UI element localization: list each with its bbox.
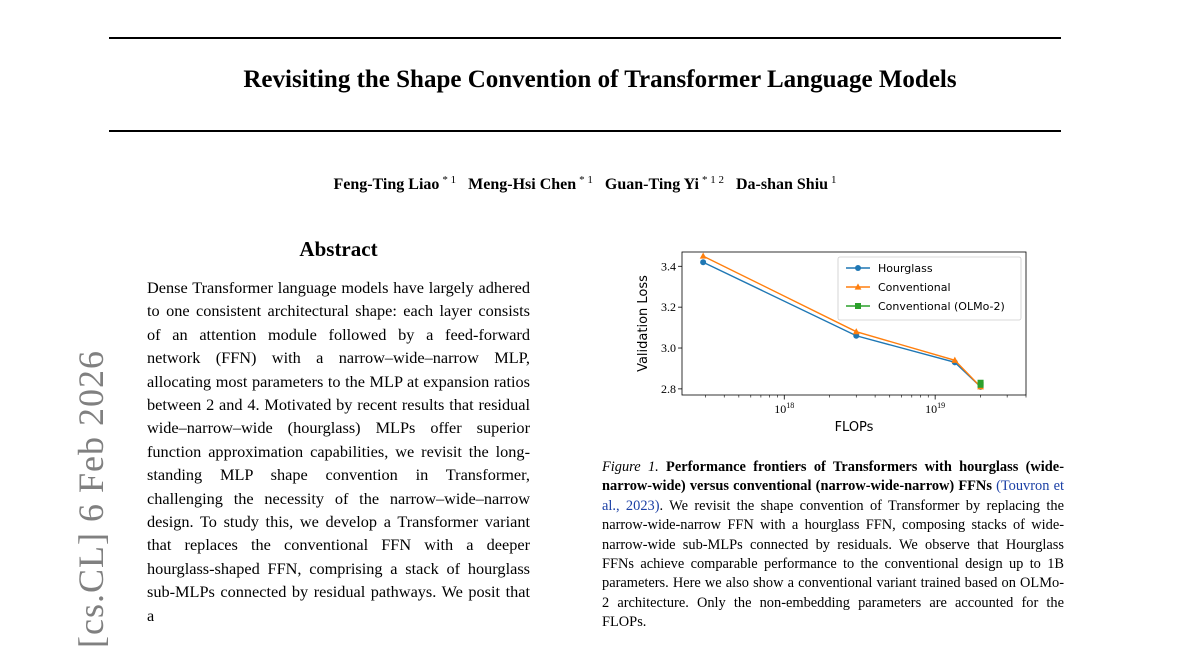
author-affiliation: 1: [831, 174, 837, 186]
arxiv-identifier: [cs.CL] 6 Feb 2026: [71, 350, 111, 648]
author: [605, 176, 724, 193]
legend-label: Conventional (OLMo-2): [878, 300, 1005, 313]
figure-label: Figure 1.: [602, 459, 659, 475]
author-name: Meng-Hsi Chen: [468, 176, 577, 194]
figure-caption: [602, 458, 1064, 633]
loss-vs-flops-chart: [620, 240, 1060, 440]
author-list: [0, 174, 1170, 194]
author: [333, 176, 456, 193]
x-tick-label: $10^{18}$: [774, 401, 795, 416]
author: [736, 176, 837, 193]
author-affiliation: * 1: [442, 174, 457, 186]
x-tick-label: $10^{19}$: [925, 401, 946, 416]
x-tick-exponent: 18: [786, 401, 795, 410]
data-point: [700, 252, 707, 258]
top-rule: [109, 37, 1061, 39]
figure-caption-text: . We revisit the shape convention of Transformer by replacing the narrow-wide-narrow FFN with a hourglass FFN, composing stacks of wide-narrow-wide sub-MLPs connected by residuals. We observe that Hourglass FFNs achieve comparable performance to the conventional design up to 1B parameters. Here we also show a conventional variant trained based on OLMo-2 architecture. Only the non-embedding parameters are accounted for the FLOPs.: [602, 497, 1064, 631]
citation-link[interactable]: (Touvron et al., 2023): [602, 478, 1064, 514]
x-axis-label: FLOPs: [834, 420, 874, 435]
legend-label: Hourglass: [878, 262, 933, 275]
legend-marker: [855, 265, 861, 271]
abstract-heading: Abstract: [299, 237, 378, 261]
y-tick-label: 3.4: [661, 259, 676, 274]
author-affiliation: * 1: [579, 174, 593, 186]
author-name: Guan-Ting Yi: [604, 176, 699, 194]
title-bottom-rule: [109, 130, 1061, 132]
y-tick-label: 3.0: [661, 341, 676, 356]
author-affiliation: * 1 2: [702, 174, 724, 186]
data-point: [700, 259, 706, 265]
figure-caption-bold: Performance frontiers of Transformers with hourglass (wide-narrow-wide) versus conventional (narrow-wide-narrow) FFNs: [602, 459, 1064, 495]
abstract-text: Dense Transformer language models have largely adhered to one consistent architectural shape: each layer consists of an attention module followed by a feed-forward network (FFN) with a narrow–wide–narrow MLP, allocating most parameters to the MLP at expansion ratios between 2 and 4. Motivated by recent results that residual wide–narrow–wide (hourglass) MLPs offer superior function approximation capabilities, we revisit the long-standing MLP shape convention in Transformer, challenging the necessity of the narrow–wide–narrow design. To study this, we develop a Transformer variant that replaces the conventional FFN with a deeper hourglass-shaped FFN, comprising a stack of hourglass sub-MLPs connected by residual pathways. We posit that a: [147, 278, 530, 625]
legend-label: Conventional: [878, 281, 951, 294]
author: [468, 176, 593, 193]
data-point: [978, 382, 984, 388]
y-tick-label: 3.2: [661, 300, 676, 315]
x-tick-exponent: 19: [937, 401, 946, 410]
author-name: Feng-Ting Liao: [333, 176, 440, 194]
y-tick-label: 2.8: [661, 381, 676, 396]
author-name: Da-shan Shiu: [736, 176, 829, 194]
paper-title: Revisiting the Shape Convention of Transformer Language Models: [243, 66, 957, 93]
figure-chart: [620, 240, 1060, 440]
legend-marker: [855, 303, 861, 309]
y-axis-label: Validation Loss: [636, 275, 651, 372]
